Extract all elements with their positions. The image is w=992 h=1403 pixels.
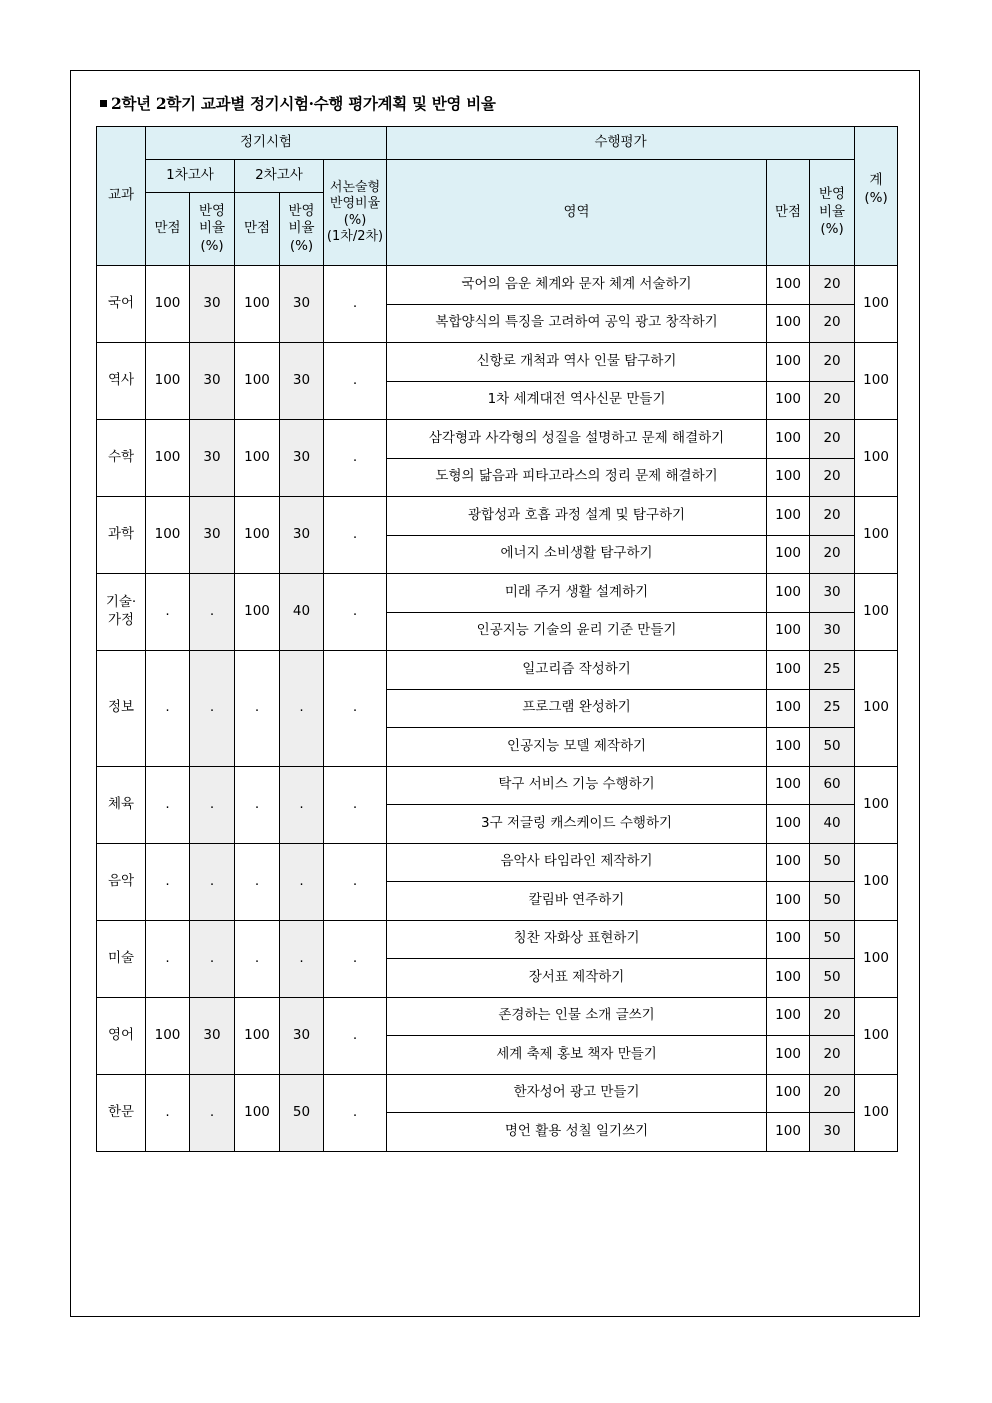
task-full-score: 100: [767, 612, 810, 651]
subject-total: 100: [855, 920, 898, 997]
table-row: [97, 766, 898, 805]
exam1-full-score: 100: [146, 420, 190, 497]
task-area: 음악사 타임라인 제작하기: [387, 843, 767, 882]
task-area: 존경하는 인물 소개 글쓰기: [387, 997, 767, 1036]
task-ratio: 20: [810, 1036, 855, 1075]
exam1-ratio: 30: [190, 997, 235, 1074]
header-perf-ratio: 반영 비율 (%): [810, 160, 855, 266]
task-full-score: 100: [767, 1074, 810, 1113]
subject-total: 100: [855, 343, 898, 420]
exam2-full-score: 100: [235, 574, 280, 651]
header-area: 영역: [387, 160, 767, 266]
task-ratio: 25: [810, 689, 855, 728]
subject-total: 100: [855, 1074, 898, 1151]
task-area: 칭찬 자화상 표현하기: [387, 920, 767, 959]
table-row: [97, 343, 898, 382]
task-ratio: 40: [810, 805, 855, 844]
exam2-ratio: 30: [280, 997, 324, 1074]
table-row: [97, 266, 898, 305]
exam1-full-score: 100: [146, 997, 190, 1074]
header-e1-ratio: 반영 비율 (%): [190, 193, 235, 266]
exam1-full-score: .: [146, 920, 190, 997]
exam1-full-score: .: [146, 574, 190, 651]
task-full-score: 100: [767, 574, 810, 613]
task-full-score: 100: [767, 266, 810, 305]
header-e2-full: 만점: [235, 193, 280, 266]
table-row: [97, 497, 898, 536]
exam2-full-score: .: [235, 766, 280, 843]
subject-total: 100: [855, 997, 898, 1074]
task-ratio: 50: [810, 959, 855, 998]
subject-name: 기술· 가정: [97, 574, 146, 651]
task-full-score: 100: [767, 497, 810, 536]
task-area: 탁구 서비스 기능 수행하기: [387, 766, 767, 805]
document-title: [100, 92, 496, 114]
exam2-full-score: 100: [235, 266, 280, 343]
exam2-full-score: .: [235, 843, 280, 920]
task-full-score: 100: [767, 920, 810, 959]
subject-name: 한문: [97, 1074, 146, 1151]
exam2-full-score: .: [235, 920, 280, 997]
exam2-ratio: 30: [280, 266, 324, 343]
task-ratio: 20: [810, 304, 855, 343]
header-essay-ratio: 서논술형 반영비율 (%) (1차/2차): [324, 160, 387, 266]
task-full-score: 100: [767, 381, 810, 420]
subject-name: 역사: [97, 343, 146, 420]
exam2-ratio: .: [280, 651, 324, 767]
exam2-ratio: 30: [280, 343, 324, 420]
task-full-score: 100: [767, 997, 810, 1036]
subject-name: 영어: [97, 997, 146, 1074]
subject-total: 100: [855, 574, 898, 651]
task-ratio: 20: [810, 343, 855, 382]
essay-ratio: .: [324, 997, 387, 1074]
task-area: 인공지능 모델 제작하기: [387, 728, 767, 767]
header-exam1: 1차고사: [146, 160, 235, 193]
exam2-ratio: .: [280, 920, 324, 997]
essay-ratio: .: [324, 497, 387, 574]
header-e2-ratio: 반영 비율 (%): [280, 193, 324, 266]
task-full-score: 100: [767, 689, 810, 728]
essay-ratio: .: [324, 343, 387, 420]
task-ratio: 20: [810, 420, 855, 459]
title-text: 2학년 2학기 교과별 정기시험·수행 평가계획 및 반영 비율: [111, 94, 496, 113]
exam1-ratio: 30: [190, 420, 235, 497]
task-full-score: 100: [767, 343, 810, 382]
essay-ratio: .: [324, 420, 387, 497]
subject-name: 미술: [97, 920, 146, 997]
essay-ratio: .: [324, 843, 387, 920]
task-full-score: 100: [767, 458, 810, 497]
task-area: 프로그램 완성하기: [387, 689, 767, 728]
task-area: 인공지능 기술의 윤리 기준 만들기: [387, 612, 767, 651]
task-area: 복합양식의 특징을 고려하여 공익 광고 창작하기: [387, 304, 767, 343]
exam1-ratio: .: [190, 574, 235, 651]
header-e1-full: 만점: [146, 193, 190, 266]
task-area: 장서표 제작하기: [387, 959, 767, 998]
task-full-score: 100: [767, 959, 810, 998]
task-ratio: 20: [810, 381, 855, 420]
task-full-score: 100: [767, 1036, 810, 1075]
exam1-ratio: 30: [190, 497, 235, 574]
task-area: 신항로 개척과 역사 인물 탐구하기: [387, 343, 767, 382]
exam2-full-score: 100: [235, 1074, 280, 1151]
table-row: [97, 997, 898, 1036]
task-area: 한자성어 광고 만들기: [387, 1074, 767, 1113]
task-ratio: 50: [810, 728, 855, 767]
header-regular-exam: 정기시험: [146, 127, 387, 160]
exam1-full-score: .: [146, 766, 190, 843]
subject-total: 100: [855, 497, 898, 574]
exam1-ratio: .: [190, 843, 235, 920]
task-ratio: 20: [810, 997, 855, 1036]
exam2-ratio: 30: [280, 420, 324, 497]
task-full-score: 100: [767, 1113, 810, 1152]
task-full-score: 100: [767, 766, 810, 805]
essay-ratio: .: [324, 1074, 387, 1151]
exam2-full-score: 100: [235, 997, 280, 1074]
task-ratio: 60: [810, 766, 855, 805]
task-ratio: 25: [810, 651, 855, 690]
subject-total: 100: [855, 651, 898, 767]
exam2-ratio: 50: [280, 1074, 324, 1151]
table-row: [97, 843, 898, 882]
exam1-ratio: 30: [190, 266, 235, 343]
subject-name: 정보: [97, 651, 146, 767]
exam1-ratio: .: [190, 651, 235, 767]
exam1-ratio: .: [190, 1074, 235, 1151]
task-full-score: 100: [767, 651, 810, 690]
task-ratio: 30: [810, 1113, 855, 1152]
exam2-ratio: .: [280, 843, 324, 920]
exam1-full-score: .: [146, 651, 190, 767]
task-full-score: 100: [767, 843, 810, 882]
task-full-score: 100: [767, 728, 810, 767]
exam1-full-score: 100: [146, 497, 190, 574]
exam2-ratio: 40: [280, 574, 324, 651]
exam1-full-score: 100: [146, 343, 190, 420]
task-area: 명언 활용 성칠 일기쓰기: [387, 1113, 767, 1152]
task-ratio: 20: [810, 458, 855, 497]
header-performance: 수행평가: [387, 127, 855, 160]
task-area: 삼각형과 사각형의 성질을 설명하고 문제 해결하기: [387, 420, 767, 459]
task-area: 3구 저글링 캐스케이드 수행하기: [387, 805, 767, 844]
task-ratio: 20: [810, 535, 855, 574]
task-ratio: 50: [810, 882, 855, 921]
task-area: 도형의 닮음과 피타고라스의 정리 문제 해결하기: [387, 458, 767, 497]
subject-name: 체육: [97, 766, 146, 843]
header-exam2: 2차고사: [235, 160, 324, 193]
exam2-full-score: 100: [235, 497, 280, 574]
table-row: [97, 1074, 898, 1113]
task-ratio: 30: [810, 612, 855, 651]
essay-ratio: .: [324, 574, 387, 651]
task-area: 광합성과 호흡 과정 설계 및 탐구하기: [387, 497, 767, 536]
subject-name: 국어: [97, 266, 146, 343]
subject-total: 100: [855, 766, 898, 843]
essay-ratio: .: [324, 920, 387, 997]
header-perf-full-score: 만점: [767, 160, 810, 266]
table-row: [97, 574, 898, 613]
exam2-full-score: 100: [235, 343, 280, 420]
exam2-full-score: .: [235, 651, 280, 767]
task-full-score: 100: [767, 535, 810, 574]
exam1-ratio: .: [190, 920, 235, 997]
task-area: 칼림바 연주하기: [387, 882, 767, 921]
table-row: [97, 420, 898, 459]
essay-ratio: .: [324, 766, 387, 843]
task-ratio: 30: [810, 574, 855, 613]
exam1-ratio: 30: [190, 343, 235, 420]
essay-ratio: .: [324, 266, 387, 343]
task-area: 1차 세계대전 역사신문 만들기: [387, 381, 767, 420]
subject-name: 수학: [97, 420, 146, 497]
table-row: [97, 651, 898, 690]
task-ratio: 20: [810, 266, 855, 305]
exam1-full-score: .: [146, 843, 190, 920]
task-area: 에너지 소비생활 탐구하기: [387, 535, 767, 574]
task-full-score: 100: [767, 805, 810, 844]
task-full-score: 100: [767, 882, 810, 921]
table-row: [97, 920, 898, 959]
task-area: 미래 주거 생활 설계하기: [387, 574, 767, 613]
exam1-full-score: 100: [146, 266, 190, 343]
subject-total: 100: [855, 266, 898, 343]
exam2-ratio: 30: [280, 497, 324, 574]
table-body: [97, 266, 898, 1152]
task-ratio: 20: [810, 497, 855, 536]
essay-ratio: .: [324, 651, 387, 767]
subject-total: 100: [855, 843, 898, 920]
task-area: 세계 축제 홍보 책자 만들기: [387, 1036, 767, 1075]
exam1-ratio: .: [190, 766, 235, 843]
exam2-ratio: .: [280, 766, 324, 843]
header-total: 계 (%): [855, 127, 898, 266]
subject-name: 음악: [97, 843, 146, 920]
task-ratio: 20: [810, 1074, 855, 1113]
subject-name: 과학: [97, 497, 146, 574]
square-bullet-icon: [100, 100, 107, 107]
task-ratio: 50: [810, 843, 855, 882]
task-area: 일고리즘 작성하기: [387, 651, 767, 690]
exam1-full-score: .: [146, 1074, 190, 1151]
task-full-score: 100: [767, 420, 810, 459]
subject-total: 100: [855, 420, 898, 497]
task-ratio: 50: [810, 920, 855, 959]
task-full-score: 100: [767, 304, 810, 343]
task-area: 국어의 음운 체계와 문자 체계 서술하기: [387, 266, 767, 305]
exam2-full-score: 100: [235, 420, 280, 497]
header-subject: 교과: [97, 127, 146, 266]
evaluation-table: [96, 126, 898, 1152]
